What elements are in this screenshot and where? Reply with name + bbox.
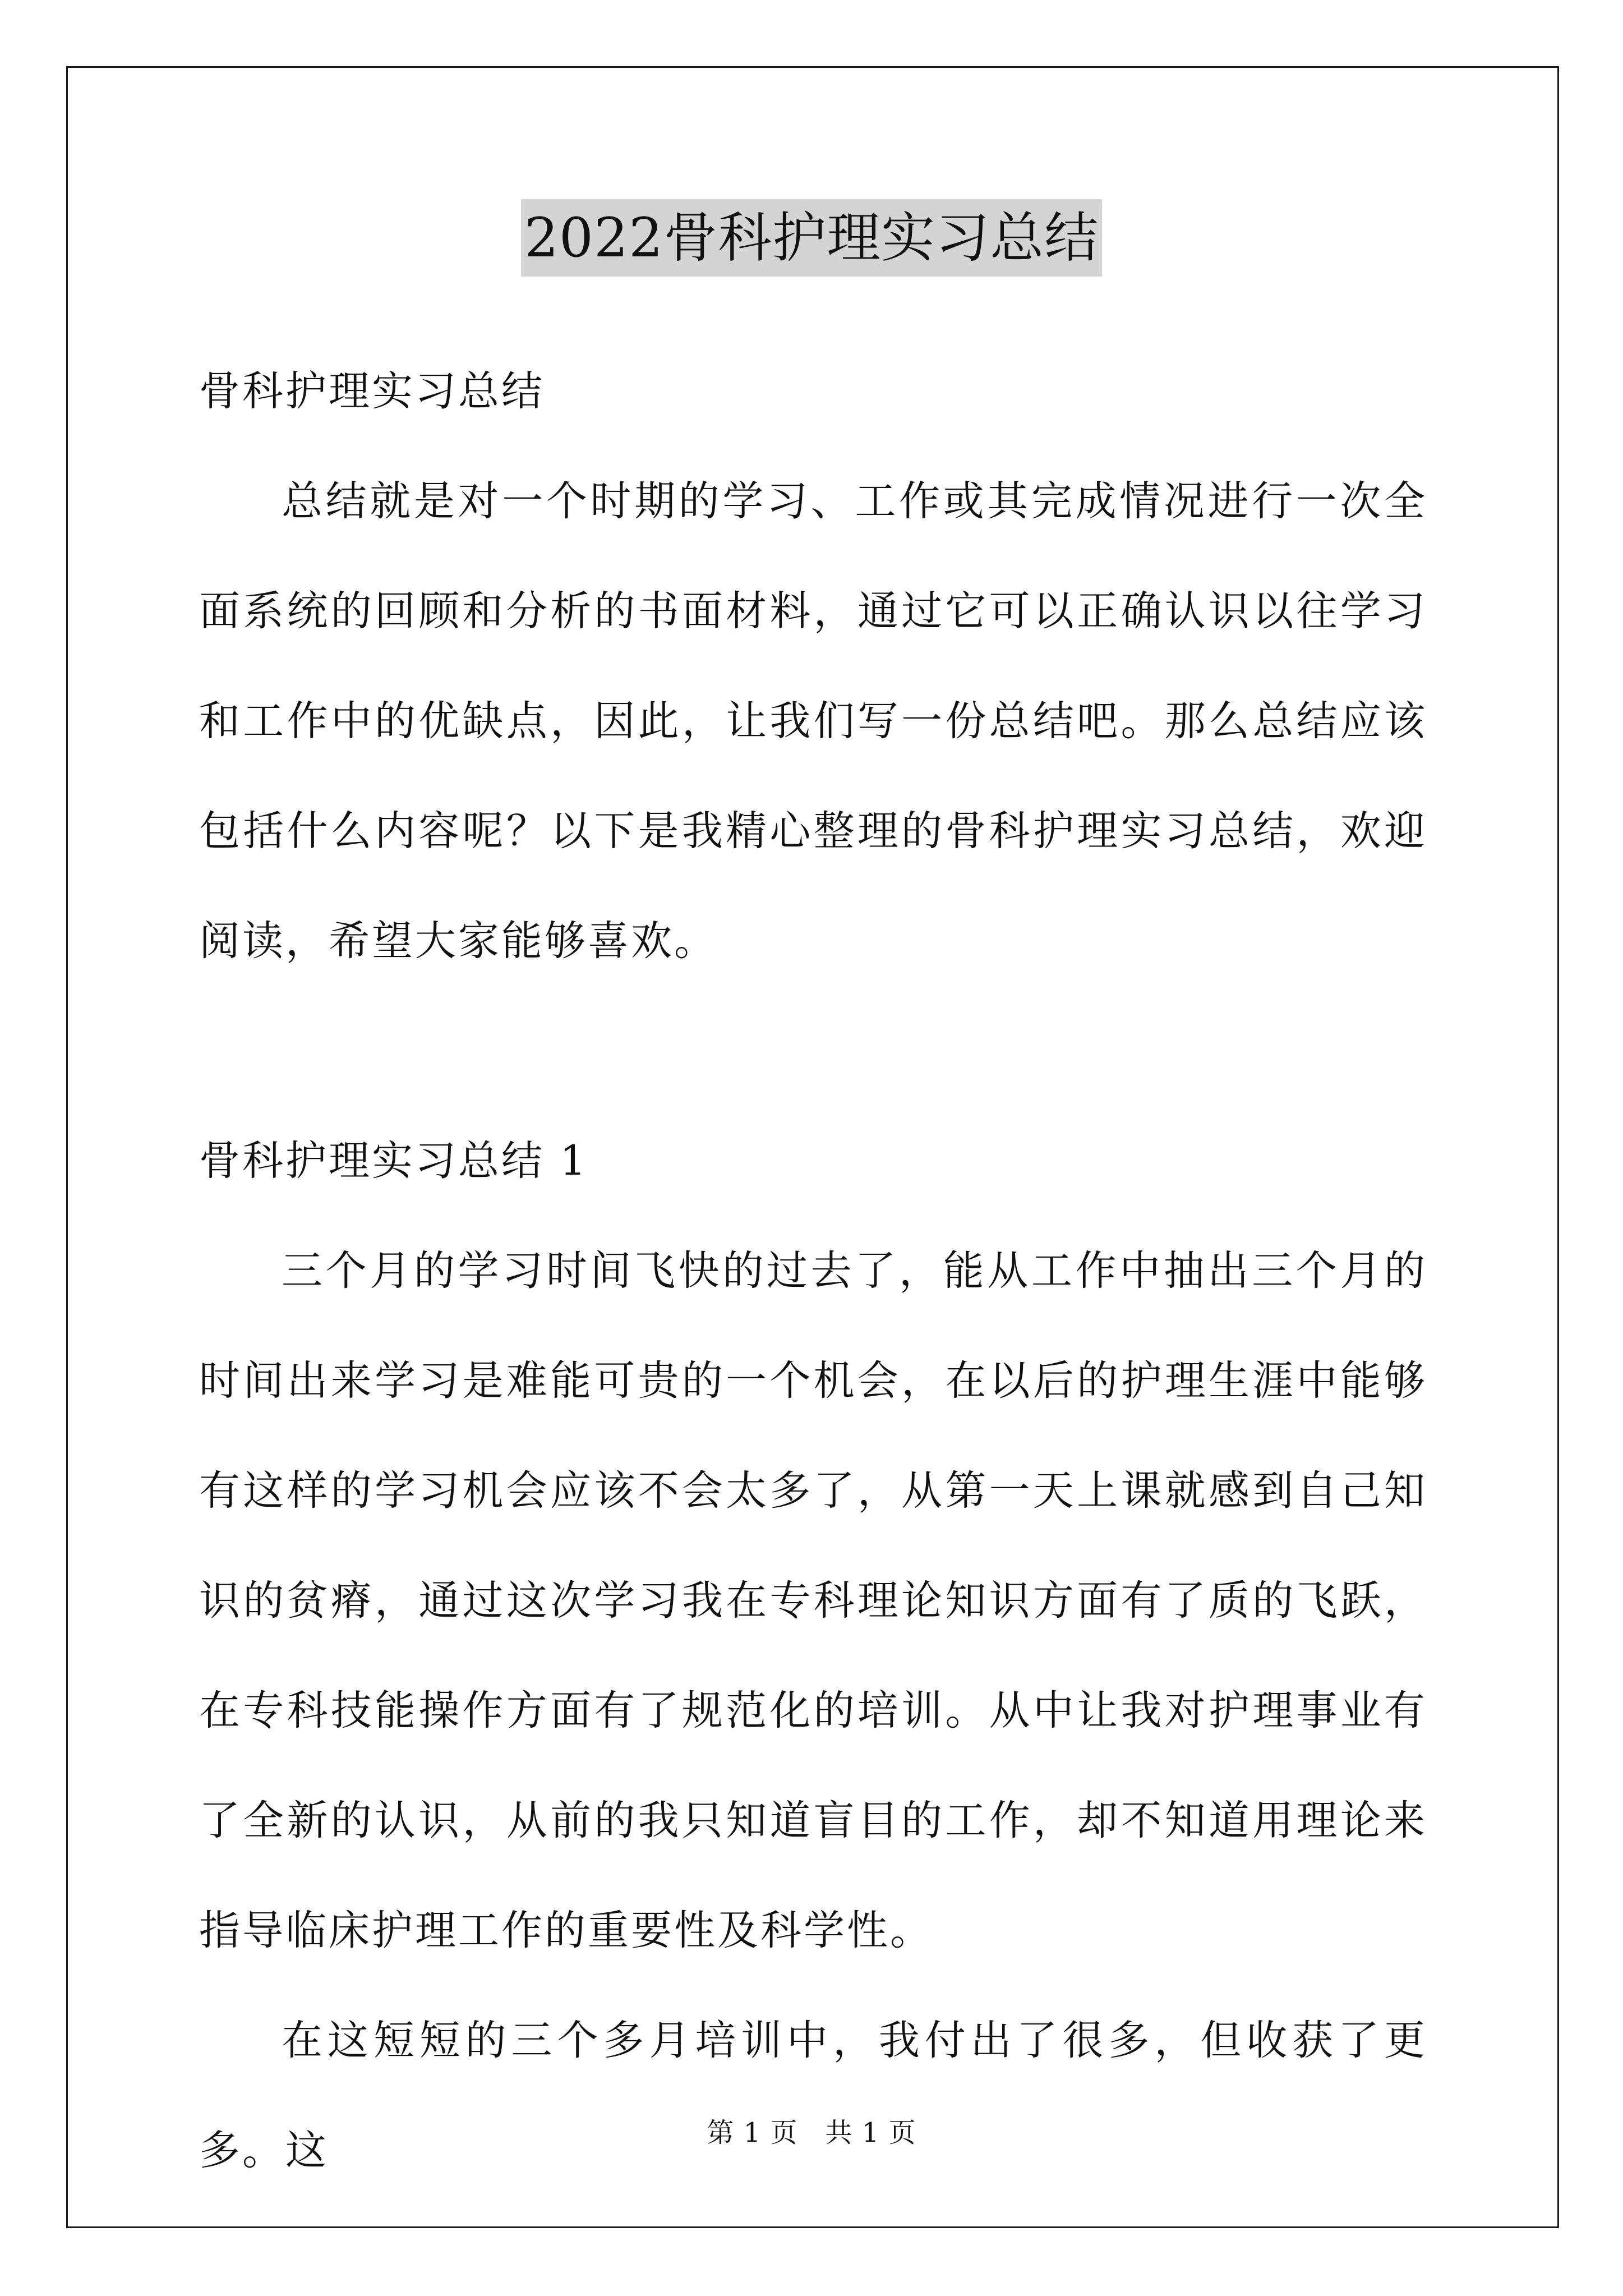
- document-title: 2022骨科护理实习总结: [521, 199, 1102, 277]
- intro-paragraph: 总结就是对一个时期的学习、工作或其完成情况进行一次全面系统的回顾和分析的书面材料，通过它可以正确认识以往学习和工作中的优缺点，因此，让我们写一份总结吧。那么总结应该包括什么内容呢？以下是我精心整理的骨科护理实习总结，欢迎阅读，希望大家能够喜欢。: [199, 477, 1427, 965]
- section-paragraph-2: 在这短短的三个多月培训中，我付出了很多，但收获了更多。这: [199, 2017, 1427, 2174]
- title-container: [0, 199, 1623, 277]
- document-body: [199, 337, 1427, 2206]
- section-paragraph-1: 三个月的学习时间飞快的过去了，能从工作中抽出三个月的时间出来学习是难能可贵的一个机会，在以后的护理生涯中能够有这样的学习机会应该不会太多了，从第一天上课就感到自己知识的贫瘠，通过这次学习我在专科理论知识方面有了质的飞跃，在专科技能操作方面有了规范化的培训。从中让我对护理事业有了全新的认识，从前的我只知道盲目的工作，却不知道用理论来指导临床护理工作的重要性及科学性。: [199, 1247, 1427, 1954]
- section-heading: 骨科护理实习总结 1: [199, 1137, 588, 1185]
- page-number-footer: 第 1 页 共 1 页: [707, 2117, 916, 2148]
- document-subtitle: 骨科护理实习总结: [199, 367, 545, 415]
- section-spacer: [199, 996, 1427, 1106]
